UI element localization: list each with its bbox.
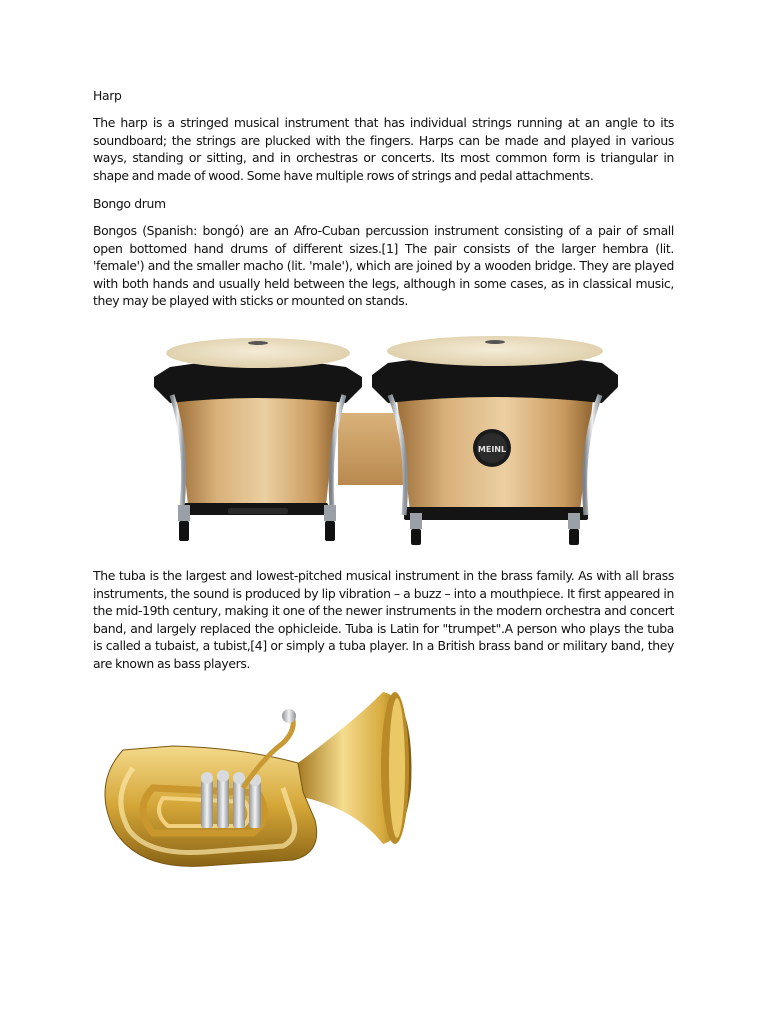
tuba-mouthpiece-icon: [282, 709, 296, 723]
bongo-paragraph: Bongos (Spanish: bongó) are an Afro-Cuban percussion instrument consisting of a pair of small open bottomed hand drums of different sizes.[1] The pair consists of the larger hembra (lit. 'female') and the smaller macho (lit. 'male'), which are joined by a wooden bridge. They are played with both hands and usually held between the legs, although in some cases, as in classical music, they may be played with sticks or mounted on stands.: [93, 223, 674, 309]
bongo-hembra: [372, 336, 618, 545]
harp-heading: Harp: [93, 88, 122, 103]
tuba-paragraph: The tuba is the largest and lowest-pitched musical instrument in the brass family. As with all brass instruments, the sound is produced by lip vibration – a buzz – into a mouthpiece. It first appeared in the mid-19th century, making it one of the newer instruments in the modern orchestra and concert band, and largely replaced the ophicleide. Tuba is Latin for "trumpet".A person who plays the tuba is called a tubaist, a tubist,[4] or simply a tuba player. In a British brass band or military band, they are known as bass players.: [93, 568, 674, 671]
bongo-heading: Bongo drum: [93, 196, 166, 211]
harp-paragraph: The harp is a stringed musical instrument that has individual strings running at an angle to its soundboard; the strings are plucked with the fingers. Harps can be made and played in various ways, standing or sitting, and in orchestras or concerts. Its most common form is triangular in shape and made of wood. Some have multiple rows of strings and pedal attachments.: [93, 115, 674, 183]
bongo-drums-image: [148, 335, 622, 547]
bongo-macho: [154, 338, 362, 541]
bongo-logo-text: MEINL: [477, 445, 507, 454]
tuba-image: [93, 688, 413, 878]
